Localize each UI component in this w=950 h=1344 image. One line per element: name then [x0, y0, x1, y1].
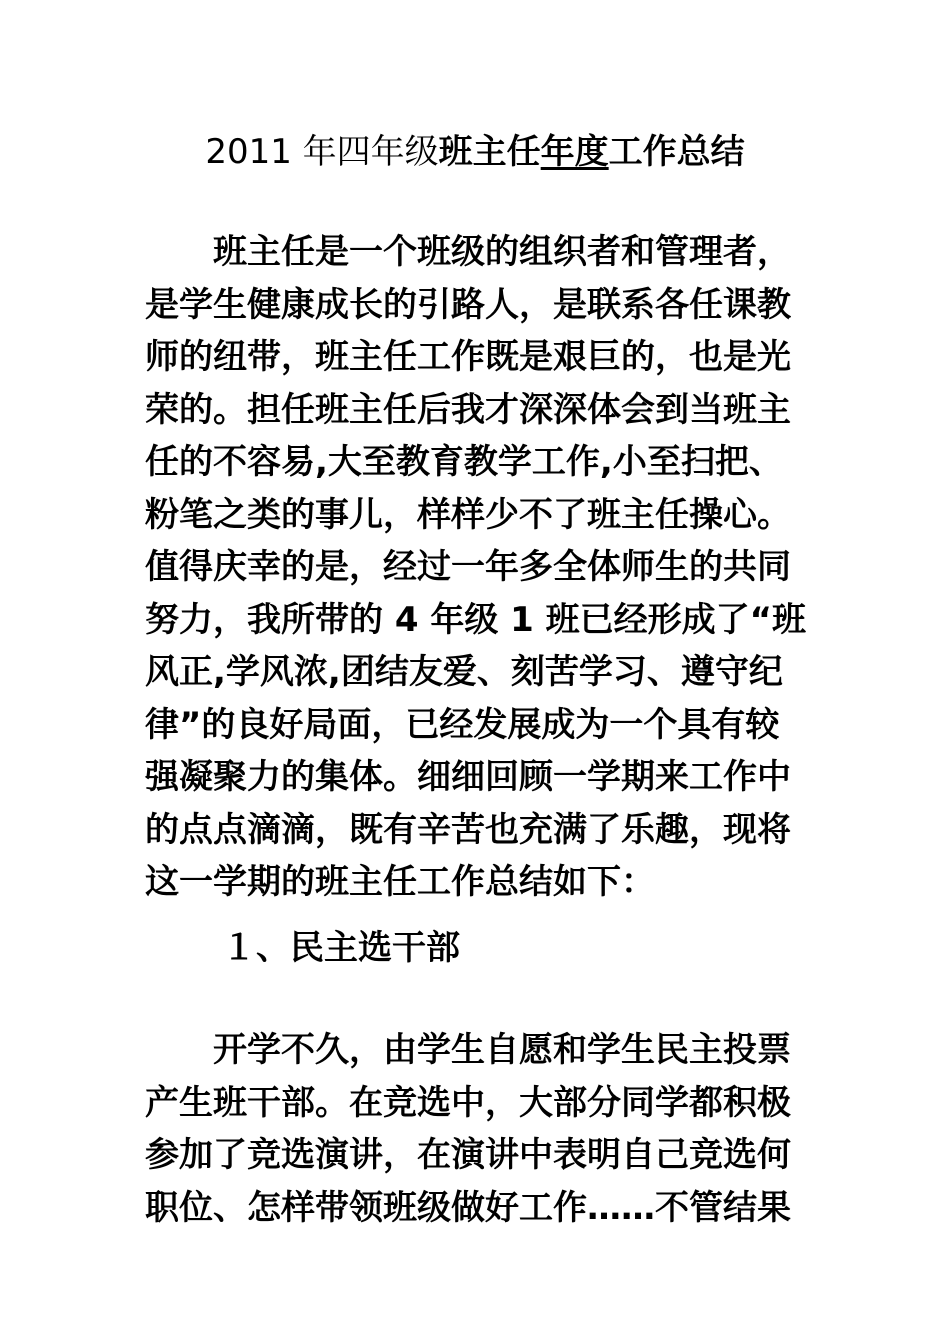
title-part-year-char: 年 [302, 132, 337, 172]
paragraph-line: 值得庆幸的是，经过一年多全体师生的共同 [145, 547, 791, 587]
paragraph-line: 律”的良好局面，已经发展成为一个具有较 [145, 704, 780, 745]
title-year: 2011 [205, 132, 292, 172]
paragraph-line: 是学生健康成长的引路人，是联系各任课教 [145, 284, 791, 325]
paragraph-line: 荣的。担任班主任后我才深深体会到当班主 [145, 389, 791, 430]
section-heading-1: １、民主选干部 [222, 928, 460, 968]
title-part-teacher: 班主任 [438, 132, 541, 172]
paragraph-line: 的点点滴滴，既有辛苦也充满了乐趣，现将 [145, 809, 791, 850]
paragraph-line: 努力，我所带的 4 年级 1 班已经形成了“班 [145, 599, 807, 640]
title-part-annual: 年度 [540, 132, 609, 172]
title-part-grade: 四年级 [336, 132, 439, 172]
paragraph-line: 任的不容易,大至教育教学工作,小至扫把、 [145, 442, 783, 482]
paragraph-line: 班主任是一个班级的组织者和管理者， [213, 232, 791, 272]
paragraph-line: 开学不久，由学生自愿和学生民主投票 [213, 1030, 791, 1070]
title-part-summary: 工作总结 [608, 132, 745, 172]
paragraph-line: 风正,学风浓,团结友爱、刻苦学习、遵守纪 [145, 652, 783, 692]
paragraph-line: 产生班干部。在竞选中，大部分同学都积极 [145, 1082, 791, 1123]
paragraph-line: 参加了竞选演讲，在演讲中表明自己竞选何 [145, 1135, 791, 1175]
paragraph-line: 师的纽带，班主任工作既是艰巨的，也是光 [145, 337, 791, 377]
paragraph-line: 强凝聚力的集体。细细回顾一学期来工作中 [145, 757, 791, 797]
paragraph-section-1 [145, 1024, 810, 1234]
paragraph-line: 这一学期的班主任工作总结如下： [145, 862, 655, 902]
document-title [0, 128, 950, 176]
paragraph-line: 职位、怎样带领班级做好工作……不管结果 [145, 1187, 791, 1228]
paragraph-line: 粉笔之类的事儿，样样少不了班主任操心。 [145, 494, 791, 535]
paragraph-intro [145, 226, 810, 909]
